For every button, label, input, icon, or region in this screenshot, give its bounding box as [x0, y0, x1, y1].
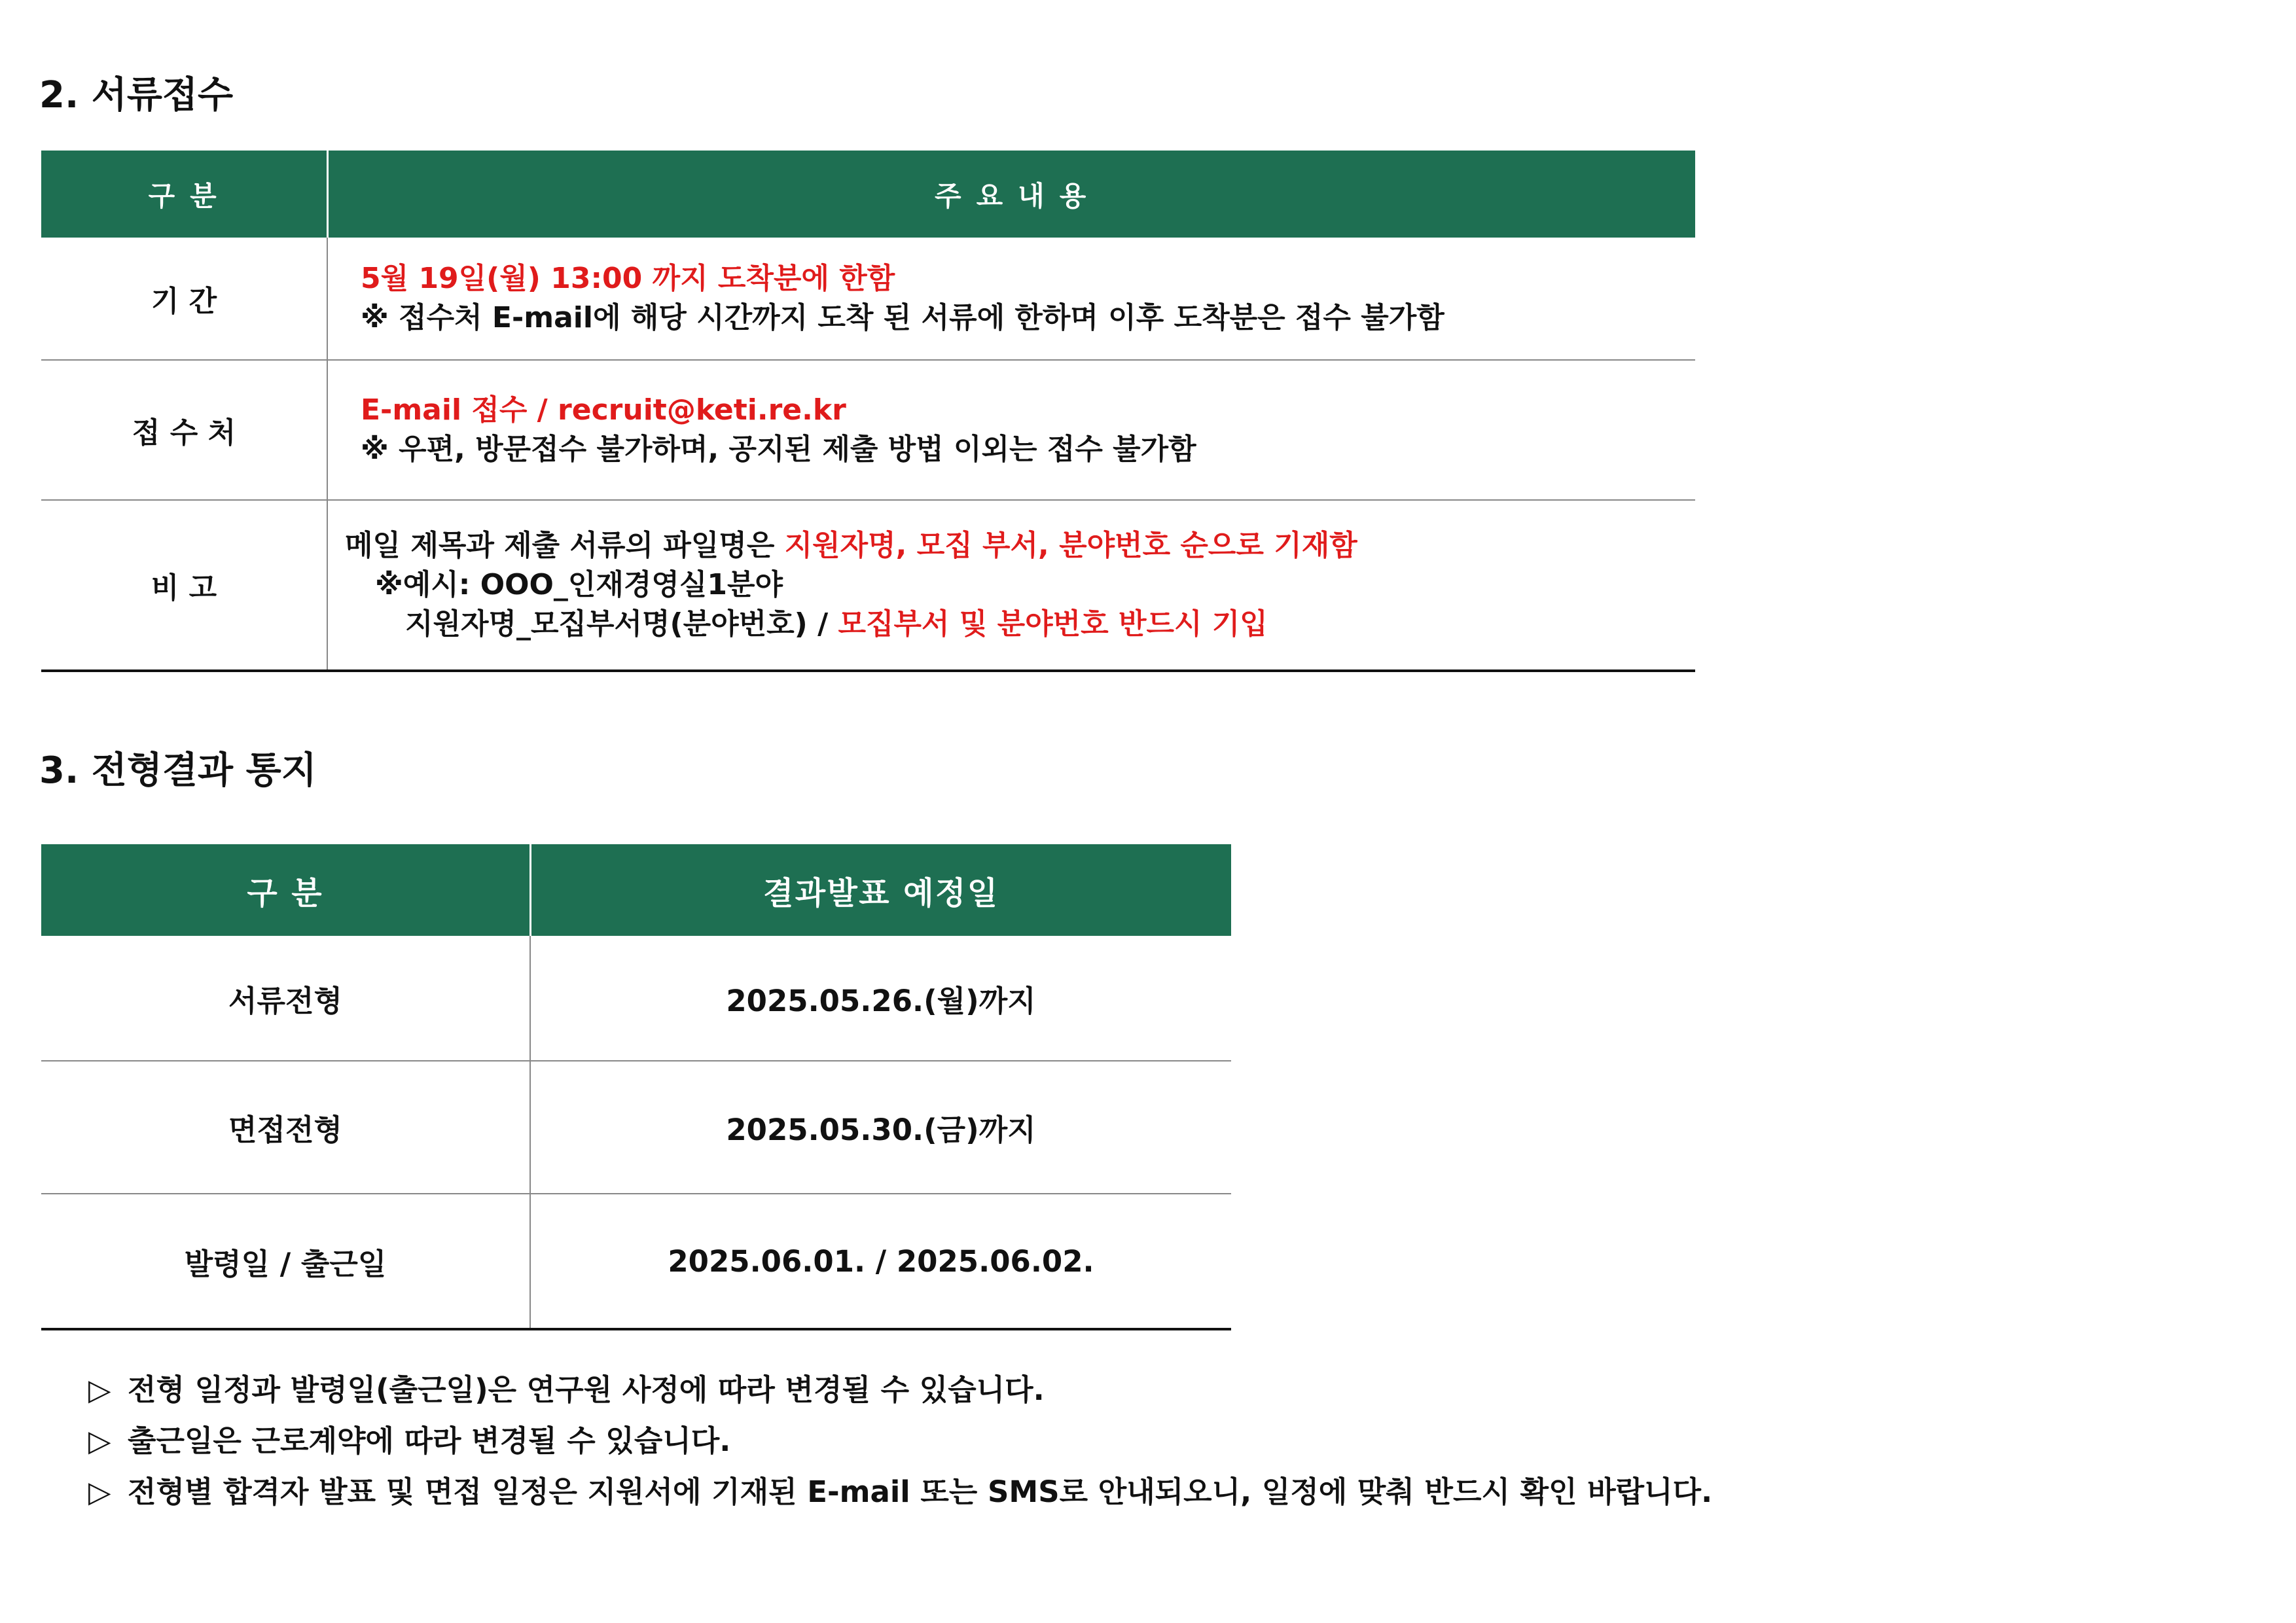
remarks-line-1 [345, 526, 1695, 565]
list-item [88, 1364, 1712, 1416]
row-label-period: 기 간 [41, 238, 327, 360]
stage-date: 2025.05.26.(월)까지 [530, 936, 1231, 1061]
row-label-remarks: 비 고 [41, 500, 327, 671]
stage-date: 2025.06.01. / 2025.06.02. [530, 1194, 1231, 1329]
row-content-remarks [327, 500, 1695, 671]
white-right-triangle-icon: ▷ [88, 1423, 111, 1458]
white-right-triangle-icon: ▷ [88, 1474, 111, 1509]
list-item [88, 1416, 1712, 1467]
table-row-remarks [41, 500, 1695, 671]
remarks-line-3-plain: 지원자명_모집부서명(분야번호) / [405, 607, 838, 641]
section-3-heading: 3. 전형결과 통지 [39, 749, 317, 792]
list-item [88, 1467, 1712, 1518]
header-announcement-date: 결과발표 예정일 [530, 844, 1231, 936]
stage-label: 면접전형 [41, 1061, 530, 1194]
notice-list [88, 1364, 1712, 1518]
notice-text: 출근일은 근로계약에 따라 변경될 수 있습니다. [128, 1423, 731, 1458]
stage-label: 발령일 / 출근일 [41, 1194, 530, 1329]
remarks-line-1-highlight: 지원자명, 모집 부서, 분야번호 순으로 기재함 [784, 529, 1357, 562]
result-notice-table [41, 844, 1231, 1330]
email-submission-text: E-mail 접수 / recruit@keti.re.kr [361, 393, 846, 427]
row-label-recipient: 접 수 처 [41, 360, 327, 500]
deadline-note: ※ 접수처 E-mail에 해당 시간까지 도착 된 서류에 한하며 이후 도착분은 접수 불가함 [361, 301, 1444, 334]
header-main-content: 주 요 내 용 [327, 151, 1695, 238]
row-content-period [327, 238, 1695, 360]
stage-label: 서류전형 [41, 936, 530, 1061]
notice-text: 전형별 합격자 발표 및 면접 일정은 지원서에 기재된 E-mail 또는 SMS로 안내되오니, 일정에 맞춰 반드시 확인 바랍니다. [128, 1474, 1713, 1509]
table-row [41, 1194, 1231, 1329]
table-header-row [41, 844, 1231, 936]
row-content-recipient [327, 360, 1695, 500]
deadline-text: 5월 19일(월) 13:00 까지 도착분에 한함 [361, 262, 895, 295]
header-category: 구 분 [41, 151, 327, 238]
document-submission-table [41, 151, 1695, 672]
header-category: 구 분 [41, 844, 530, 936]
table-row-recipient [41, 360, 1695, 500]
white-right-triangle-icon: ▷ [88, 1372, 111, 1407]
remarks-line-1-plain: 메일 제목과 제출 서류의 파일명은 [345, 529, 785, 562]
table-row [41, 936, 1231, 1061]
remarks-line-3 [345, 605, 1695, 644]
section-2-heading: 2. 서류접수 [39, 74, 234, 116]
remarks-example: ※예시: OOO_인재경영실1분야 [375, 568, 783, 601]
submission-method-note: ※ 우편, 방문접수 불가하며, 공지된 제출 방법 이외는 접수 불가함 [361, 433, 1196, 466]
table-header-row [41, 151, 1695, 238]
notice-text: 전형 일정과 발령일(출근일)은 연구원 사정에 따라 변경될 수 있습니다. [128, 1372, 1045, 1407]
remarks-line-3-highlight: 모집부서 및 분야번호 반드시 기입 [838, 607, 1268, 641]
table-row-period [41, 238, 1695, 360]
table-row [41, 1061, 1231, 1194]
stage-date: 2025.05.30.(금)까지 [530, 1061, 1231, 1194]
